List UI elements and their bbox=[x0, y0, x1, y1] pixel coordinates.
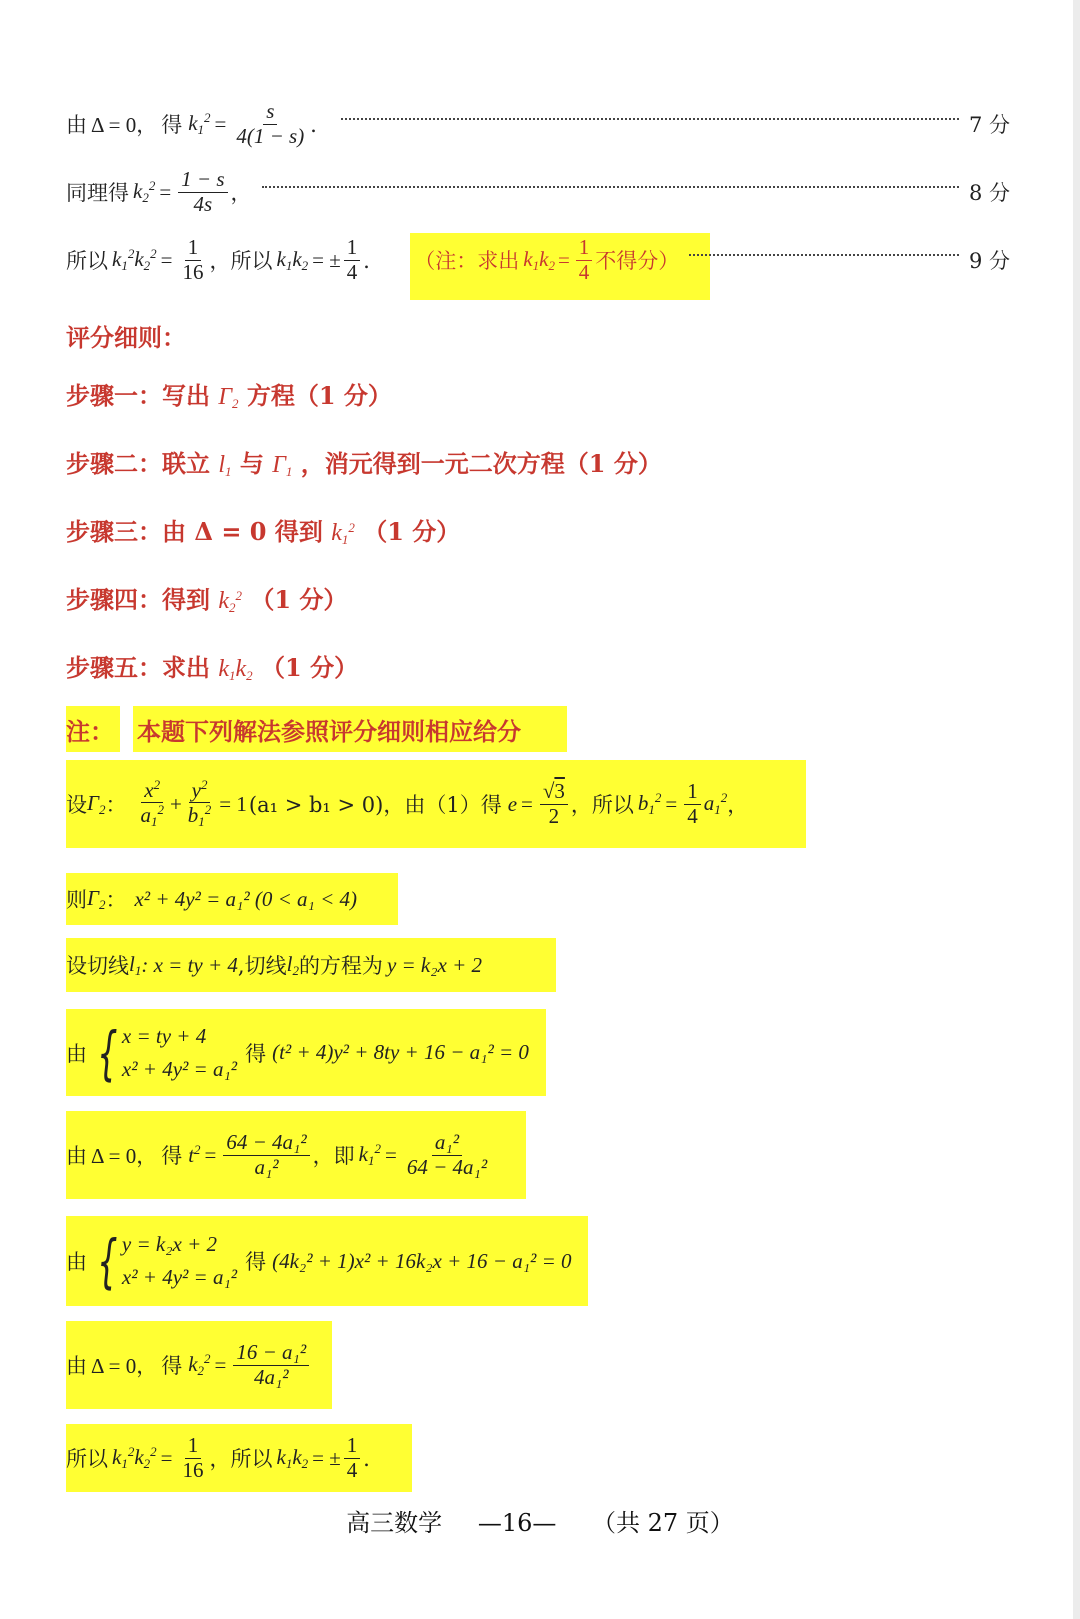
solution-line-9: 所以 $k_1^2k_2^2$ = $\frac{1}{16}$ ，所以 $k_1k_2$ = ± $\frac{1}{4}$ ． （注：求出 $k_1k_2$ = $\frac{1}{4}$ 不得分） 9 分 bbox=[66, 235, 1010, 284]
step-3: 步骤三：由 Δ = 0 得到 $k_1^2$ （1 分） bbox=[66, 517, 461, 547]
note-label: 注： bbox=[66, 717, 114, 746]
text: Δ = 0， bbox=[91, 113, 158, 138]
text: 得 bbox=[161, 113, 183, 138]
page-edge bbox=[1073, 0, 1080, 1619]
step-2: 步骤二：联立 $l_1$ 与 $\Gamma_1$ ，消元得到一元二次方程（1 分） bbox=[66, 449, 662, 479]
fraction: $\frac{1 - s}{4s}$ bbox=[178, 168, 227, 216]
k1-squared: $k_1^2$ bbox=[188, 110, 211, 138]
solution-line-7: 由 Δ = 0， 得 $k_1^2$ = $\frac{s}{4(1 - s)}$ ． 7 分 bbox=[66, 99, 1010, 148]
page-footer bbox=[0, 1503, 1080, 1538]
alt-line-1: 设 $\Gamma_2$ ： $\frac{x^2}{a_1^2}$ + $\frac{y^2}{b_1^2}$ = 1 (a₁ > b₁ > 0)，由（1）得 e = $\frac{√3}{2}$ ，所以 $b_1^2$ = $\frac{1}{4}$ $a_1^2$ ， bbox=[66, 776, 749, 830]
score: 9 分 bbox=[968, 249, 1010, 274]
note-text: 本题下列解法参照评分细则相应给分 bbox=[137, 717, 521, 746]
alt-line-3: 设切线 $l_1$ : x = ty + 4 ,切线 $l_2$ 的方程为 y = k₂x + 2 bbox=[66, 951, 483, 978]
text: 所以 bbox=[66, 249, 108, 274]
alt-line-6: 由 { y = k₂x + 2 x² + 4y² = a₁² 得 (4k₂² + 1)x² + 16k₂x + 16 − a₁² = 0 bbox=[66, 1227, 572, 1295]
step-4: 步骤四：得到 $k_2^2$ （1 分） bbox=[66, 585, 348, 615]
alt-line-8: 所以 $k_1^2k_2^2$ = $\frac{1}{16}$ ，所以 $k_1k_2$ = ± $\frac{1}{4}$ ． bbox=[66, 1432, 385, 1482]
inline-note: （注：求出 $k_1k_2$ = $\frac{1}{4}$ 不得分） bbox=[414, 235, 680, 284]
text: 同理得 bbox=[66, 181, 129, 206]
footer-total-pages: （共 27 页） bbox=[592, 1509, 734, 1537]
step-5: 步骤五：求出 $k_1k_2$ （1 分） bbox=[66, 653, 359, 683]
fraction: $\frac{s}{4(1 - s)}$ bbox=[236, 99, 305, 148]
footer-page-number: —16— bbox=[477, 1509, 557, 1537]
score: 7 分 bbox=[968, 113, 1010, 138]
text: 由 bbox=[66, 113, 87, 138]
rules-heading: 评分细则： bbox=[66, 323, 186, 352]
step-1: 步骤一：写出 $\Gamma_2$ 方程（1 分） bbox=[66, 381, 392, 411]
leader-dots bbox=[341, 118, 959, 120]
leader-dots bbox=[262, 186, 959, 188]
alt-line-5: 由 Δ = 0， 得 $t^2$ = $\frac{\text{64 − 4a₁²}}{\text{a₁²}}$ ，即 $k_1^2$ = $\frac{\text{a₁²}}{\text{64 − 4a₁²}}$ bbox=[66, 1129, 488, 1179]
alt-line-2: 则 $\Gamma_2$ ： x² + 4y² = a₁² (0 < a₁ < 4) bbox=[66, 885, 358, 912]
footer-subject: 高三数学 bbox=[346, 1509, 443, 1537]
score: 8 分 bbox=[968, 181, 1010, 206]
leader-dots bbox=[689, 254, 959, 256]
alt-line-7: 由 Δ = 0， 得 $k_2^2$ = $\frac{\text{16 − a₁²}}{\text{4a₁²}}$ bbox=[66, 1323, 312, 1407]
alt-line-4: 由 { x = ty + 4 x² + 4y² = a₁² 得 (t² + 4)y² + 8ty + 16 − a₁² = 0 bbox=[66, 1018, 529, 1087]
k2-squared: $k_2^2$ bbox=[133, 178, 156, 206]
solution-line-8: 同理得 $k_2^2$ = $\frac{1 - s}{4s}$ ， 8 分 bbox=[66, 167, 1010, 216]
